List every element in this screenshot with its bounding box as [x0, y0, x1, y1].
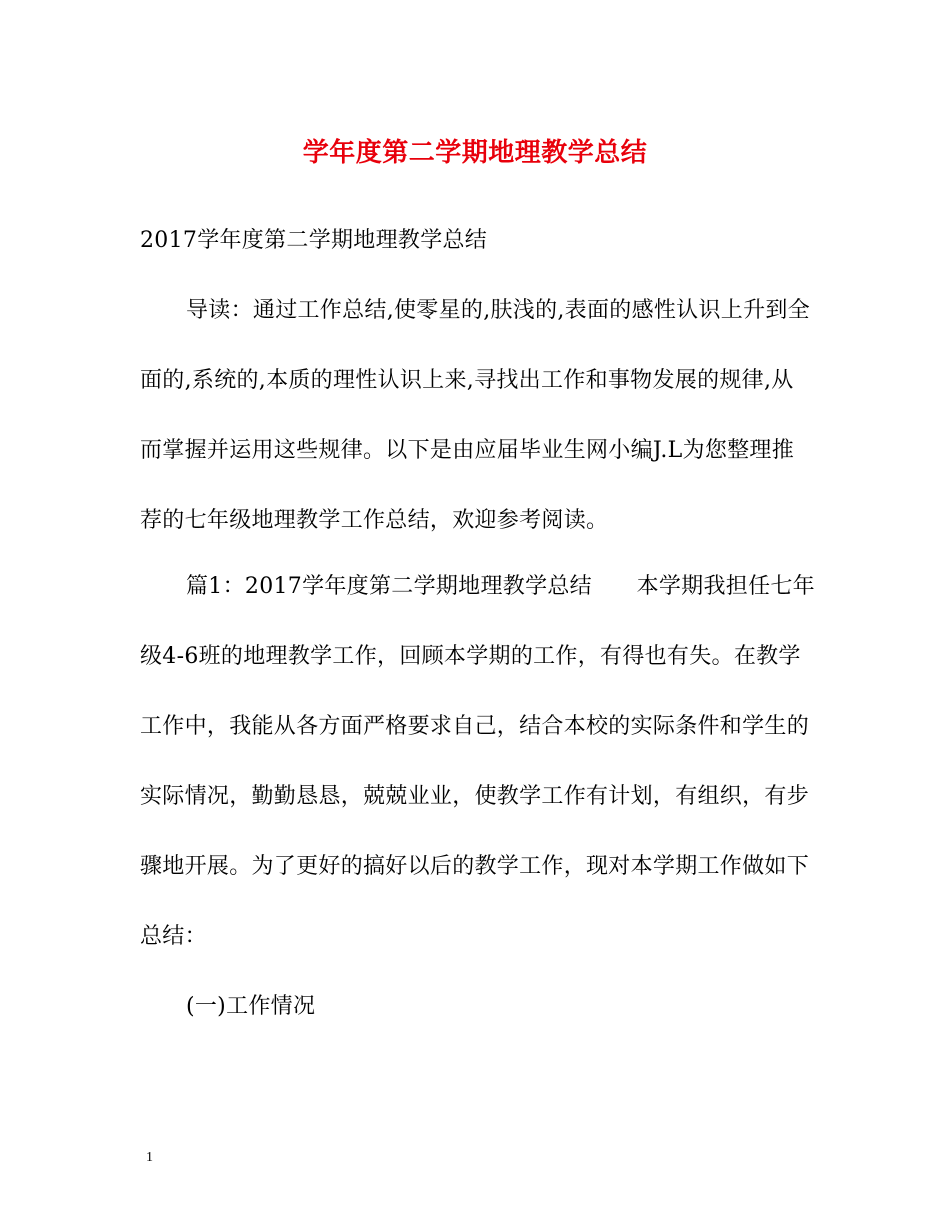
intro-line-4: 荐的七年级地理教学工作总结，欢迎参考阅读。 — [140, 508, 609, 533]
intro-line-3: 而掌握并运用这些规律。以下是由应届毕业生网小编J.L为您整理推 — [140, 438, 795, 463]
body-line-5: 骤地开展。为了更好的搞好以后的教学工作，现对本学期工作做如下 — [140, 854, 810, 879]
page-number: 1 — [146, 1150, 153, 1165]
section-heading: (一)工作情况 — [186, 994, 316, 1019]
intro-line-1: 导读：通过工作总结,使零星的,肤浅的,表面的感性认识上升到全 — [186, 298, 810, 323]
body-line-1: 篇1：2017学年度第二学期地理教学总结 本学期我担任七年 — [186, 574, 815, 599]
body-line-4: 实际情况，勤勤恳恳，兢兢业业，使教学工作有计划，有组织，有步 — [140, 784, 810, 809]
body-line-3: 工作中，我能从各方面严格要求自己，结合本校的实际条件和学生的 — [140, 714, 810, 739]
intro-line-2: 面的,系统的,本质的理性认识上来,寻找出工作和事物发展的规律,从 — [140, 368, 794, 393]
body-line-6: 总结： — [140, 924, 207, 949]
document-title: 学年度第二学期地理教学总结 — [302, 138, 648, 168]
document-subtitle: 2017学年度第二学期地理教学总结 — [140, 228, 488, 253]
body-line-2: 级4-6班的地理教学工作，回顾本学期的工作，有得也有失。在教学 — [140, 644, 801, 669]
